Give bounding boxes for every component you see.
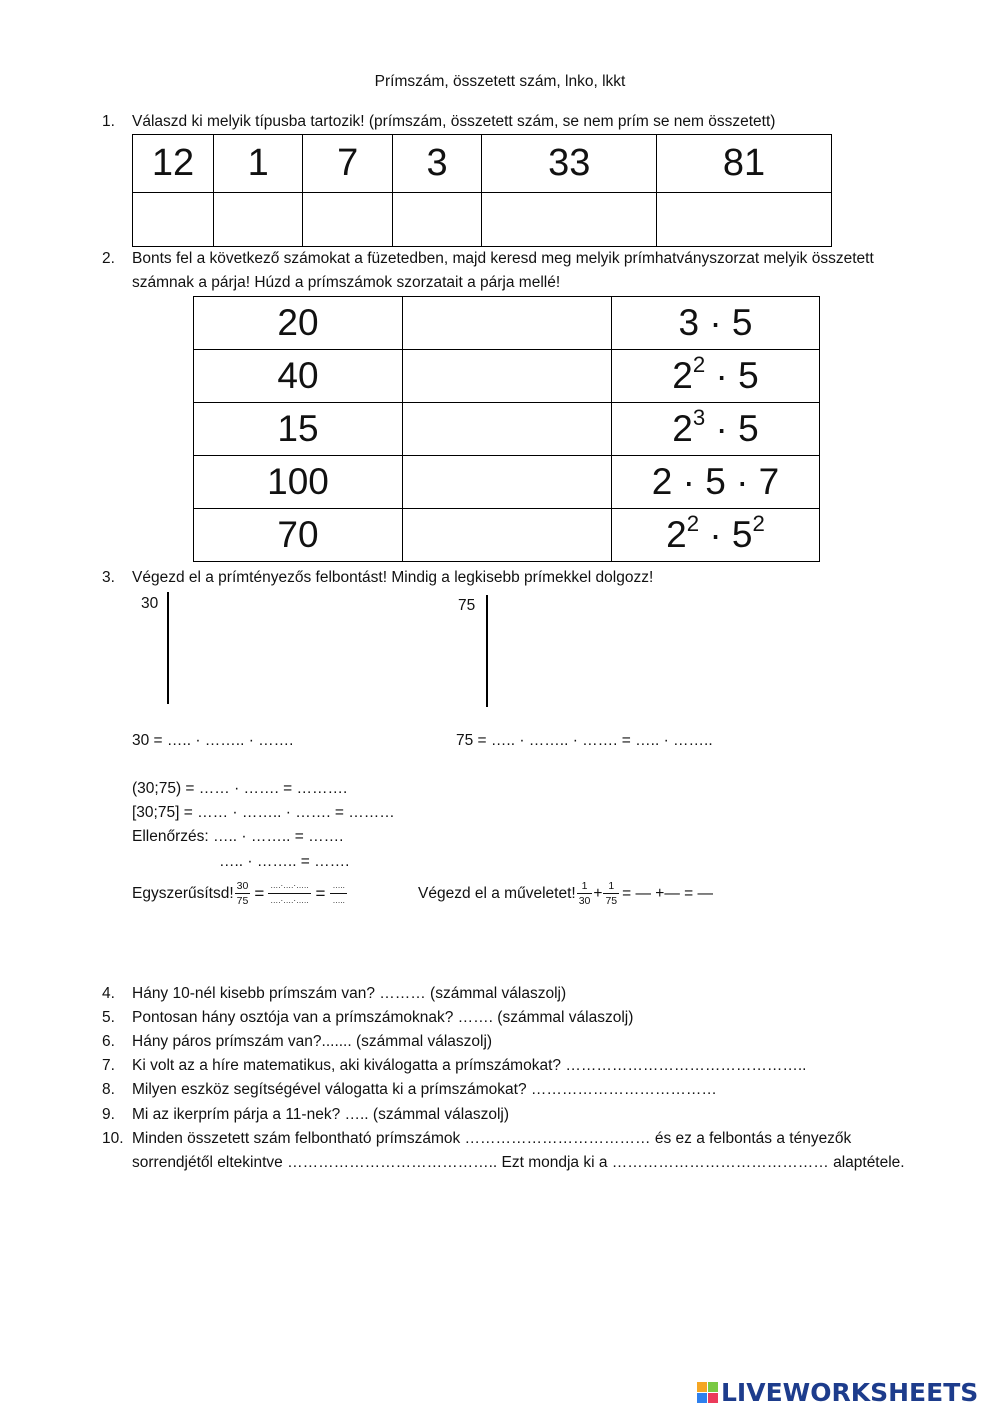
q6-text[interactable]: Hány páros prímszám van?....... (számmal válaszolj) [132, 1033, 493, 1050]
q2-prime-product[interactable]: 2 · 5 · 7 [612, 456, 820, 509]
q2-composite-number: 70 [194, 509, 403, 562]
liveworksheets-logo-icon [697, 1382, 718, 1403]
factorization-75[interactable]: 75 = ….. · …….. · ……. = ….. · …….. [456, 732, 713, 749]
q1-number-cell: 81 [657, 135, 832, 193]
check-line-1[interactable]: Ellenőrzés: ….. · …….. = ……. [132, 828, 344, 845]
q6-number: 6. [102, 1033, 115, 1050]
q2-composite-number: 40 [194, 350, 403, 403]
q2-text-line2: számnak a párja! Húzd a prímszámok szorzatait a párja mellé! [132, 274, 561, 291]
q1-answer-cell[interactable] [482, 193, 657, 247]
q2-drop-zone[interactable] [403, 297, 612, 350]
q2-text-line1: Bonts fel a következő számokat a füzetedben, majd keresd meg melyik prímhatványszorzat melyik összetett [132, 250, 874, 267]
q7-text[interactable]: Ki volt az a híre matematikus, aki kiválogatta a prímszámokat? ……………………………………….. [132, 1057, 807, 1074]
factor-30-workspace[interactable] [172, 596, 232, 702]
operation-row: Végezd el a műveletet! $\frac{1}{30}$ + $\frac{1}{75}$ = — +— = — [418, 880, 714, 907]
q2-composite-number: 100 [194, 456, 403, 509]
fraction-30-75: $\frac{30}{75}$ [236, 880, 249, 907]
simplify-row: Egyszerűsítsd! $\frac{30}{75}$ = $\frac{\dots.\cdot\dots.\cdot\dots..}{\dots.\cdot\dots.\cdot\dots..}$ = $\frac{\dots..}{\dots..}$ [132, 880, 345, 907]
q1-answer-cell[interactable] [392, 193, 481, 247]
factor-75-divider [486, 595, 488, 707]
q2-prime-product[interactable]: 3 · 5 [612, 297, 820, 350]
q8-text[interactable]: Milyen eszköz segítségével válogatta ki a prímszámokat? ……………………………… [132, 1081, 717, 1098]
q2-drop-zone[interactable] [403, 350, 612, 403]
liveworksheets-logo [697, 1378, 978, 1407]
q8-number: 8. [102, 1081, 115, 1098]
simplify-label: Egyszerűsítsd! [132, 884, 234, 902]
q2-drop-zone[interactable] [403, 456, 612, 509]
gcd-line[interactable]: (30;75) = …… · ……. = ………. [132, 780, 348, 797]
worksheet-title: Prímszám, összetett szám, lnko, lkkt [374, 73, 626, 90]
q5-number: 5. [102, 1009, 115, 1026]
q1-number: 1. [102, 113, 115, 130]
q1-answer-cell[interactable] [133, 193, 214, 247]
q10-text-line1[interactable]: Minden összetett szám felbontható prímszámok ……………………………… és ez a felbontás a tényezők [132, 1130, 852, 1147]
q2-drop-zone[interactable] [403, 509, 612, 562]
q7-number: 7. [102, 1057, 115, 1074]
q1-answer-cell[interactable] [303, 193, 392, 247]
q1-text: Válaszd ki melyik típusba tartozik! (prímszám, összetett szám, se nem prím se nem összetett) [132, 113, 776, 130]
q2-prime-product[interactable]: $2^2 \cdot 5^2$ [612, 509, 820, 562]
q2-composite-number: 15 [194, 403, 403, 456]
q10-number: 10. [102, 1130, 124, 1147]
factor-75-label: 75 [458, 597, 476, 614]
q2-matching-table [193, 296, 820, 562]
fraction-1-30: $\frac{1}{30}$ [578, 880, 591, 907]
operation-label: Végezd el a műveletet! [418, 884, 576, 902]
factorization-30[interactable]: 30 = ….. · …….. · ……. [132, 732, 294, 749]
q2-composite-number: 20 [194, 297, 403, 350]
liveworksheets-logo-text: LIVEWORKSHEETS [721, 1378, 979, 1407]
q3-number: 3. [102, 569, 115, 586]
factor-30-divider [167, 592, 169, 704]
q1-number-cell: 7 [303, 135, 392, 193]
q2-drop-zone[interactable] [403, 403, 612, 456]
q9-text[interactable]: Mi az ikerprím párja a 11-nek? ….. (számmal válaszolj) [132, 1106, 509, 1123]
lcm-line[interactable]: [30;75] = …… · …….. · ……. = ……… [132, 804, 395, 821]
q1-answer-cell[interactable] [657, 193, 832, 247]
q2-prime-product[interactable]: $2^3 \cdot 5$ [612, 403, 820, 456]
fraction-result-blank[interactable]: $\frac{\dots..}{\dots..}$ [332, 881, 345, 905]
fraction-1-75: $\frac{1}{75}$ [605, 880, 618, 907]
q2-prime-product[interactable]: $2^2 \cdot 5$ [612, 350, 820, 403]
q4-number: 4. [102, 985, 115, 1002]
q1-answer-cell[interactable] [214, 193, 303, 247]
q1-number-cell: 3 [392, 135, 481, 193]
q1-number-cell: 12 [133, 135, 214, 193]
operation-result-blanks[interactable]: = — +— = — [622, 884, 714, 902]
q3-text: Végezd el a prímtényezős felbontást! Mindig a legkisebb prímekkel dolgozz! [132, 569, 654, 586]
q1-number-cell: 1 [214, 135, 303, 193]
factor-75-workspace[interactable] [491, 598, 551, 704]
q9-number: 9. [102, 1106, 115, 1123]
q2-number: 2. [102, 250, 115, 267]
q5-text[interactable]: Pontosan hány osztója van a prímszámoknak? ……. (számmal válaszolj) [132, 1009, 634, 1026]
factor-30-label: 30 [141, 595, 159, 612]
check-line-2[interactable]: ….. · …….. = ……. [219, 853, 350, 870]
fraction-factors-blank[interactable]: $\frac{\dots.\cdot\dots.\cdot\dots..}{\dots.\cdot\dots.\cdot\dots..}$ [270, 881, 309, 905]
q1-number-cell: 33 [482, 135, 657, 193]
q10-text-line2[interactable]: sorrendjétől eltekintve ………………………………….. Ezt mondja ki a …………………………………… alaptétele. [132, 1154, 905, 1171]
q1-table [132, 134, 832, 247]
q4-text[interactable]: Hány 10-nél kisebb prímszám van? ……… (számmal válaszolj) [132, 985, 567, 1002]
